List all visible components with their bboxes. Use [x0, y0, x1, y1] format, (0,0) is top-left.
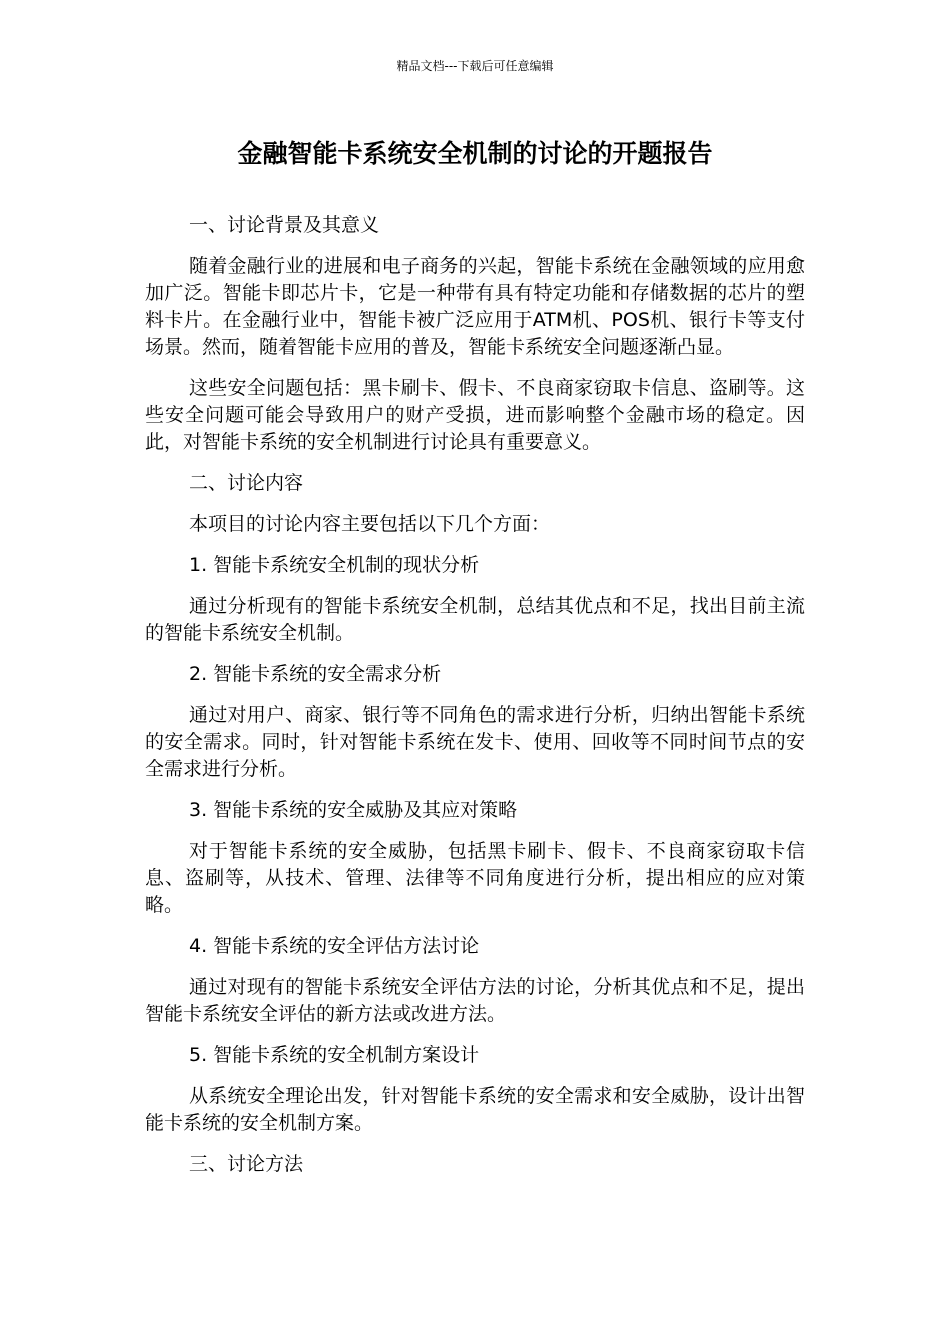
section-heading: 4. 智能卡系统的安全评估方法讨论	[189, 935, 480, 957]
paragraph: 对于智能卡系统的安全威胁，包括黑卡刷卡、假卡、不良商家窃取卡信息、盗刷等，从技术、管理、法律等不同角度进行分析，提出相应的应对策略。	[145, 840, 805, 916]
paragraph: 通过对用户、商家、银行等不同角色的需求进行分析，归纳出智能卡系统的安全需求。同时，针对智能卡系统在发卡、使用、回收等不同时间节点的安全需求进行分析。	[145, 704, 805, 780]
paragraph: 随着金融行业的进展和电子商务的兴起，智能卡系统在金融领域的应用愈加广泛。智能卡即芯片卡，它是一种带有具有特定功能和存储数据的芯片的塑料卡片。在金融行业中，智能卡被广泛应用于ATM机、POS机、银行卡等支付场景。然而，随着智能卡应用的普及，智能卡系统安全问题逐渐凸显。	[145, 255, 805, 358]
paragraph: 通过分析现有的智能卡系统安全机制，总结其优点和不足，找出目前主流的智能卡系统安全机制。	[145, 595, 805, 644]
section-heading: 本项目的讨论内容主要包括以下几个方面：	[189, 513, 551, 535]
paragraph: 这些安全问题包括：黑卡刷卡、假卡、不良商家窃取卡信息、盗刷等。这些安全问题可能会导致用户的财产受损，进而影响整个金融市场的稳定。因此，对智能卡系统的安全机制进行讨论具有重要意义。	[145, 377, 805, 453]
section-heading: 1. 智能卡系统安全机制的现状分析	[189, 554, 480, 576]
section-heading: 3. 智能卡系统的安全威胁及其应对策略	[189, 799, 518, 821]
paragraph: 从系统安全理论出发，针对智能卡系统的安全需求和安全威胁，设计出智能卡系统的安全机制方案。	[145, 1085, 805, 1134]
paragraph: 通过对现有的智能卡系统安全评估方法的讨论，分析其优点和不足，提出智能卡系统安全评估的新方法或改进方法。	[145, 976, 805, 1025]
document-body	[145, 212, 805, 1192]
document-title: 金融智能卡系统安全机制的讨论的开题报告	[237, 139, 713, 168]
section-heading: 5. 智能卡系统的安全机制方案设计	[189, 1044, 480, 1066]
section-heading: 二、讨论内容	[189, 472, 304, 494]
section-heading: 三、讨论方法	[189, 1153, 304, 1175]
header-note: 精品文档---下载后可任意编辑	[396, 59, 554, 73]
section-heading: 2. 智能卡系统的安全需求分析	[189, 663, 442, 685]
section-heading: 一、讨论背景及其意义	[189, 214, 380, 236]
